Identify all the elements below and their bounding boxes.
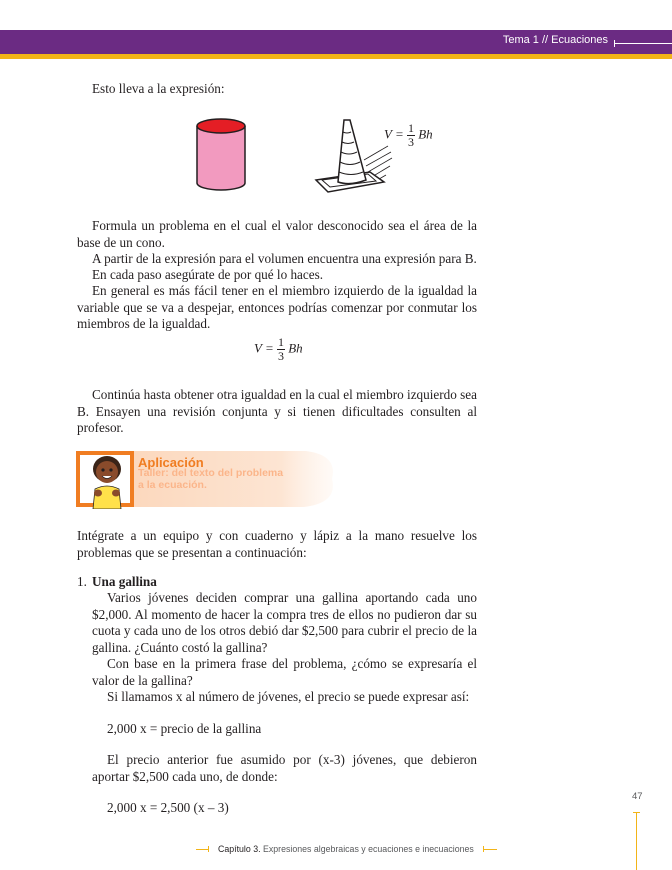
formula-rhs: Bh — [418, 126, 433, 142]
aplicacion-subtitle-line-1: Taller: del texto del problema — [138, 467, 284, 479]
equation-2: 2,000 x = 2,500 (x – 3) — [107, 800, 229, 815]
equation-1: 2,000 x = precio de la gallina — [107, 721, 262, 736]
problem-text-3: Si llamamos x al número de jóvenes, el precio se puede expresar así: — [107, 689, 470, 704]
header-line — [614, 43, 672, 44]
side-rule — [636, 812, 637, 870]
aplicacion-subtitle-line-2: a la ecuación. — [138, 478, 207, 491]
footer-line-left — [196, 849, 209, 850]
paragraph-2: A partir de la expresión para el volumen encuentra una expresión para B. — [92, 251, 477, 266]
problem-title: Una gallina — [92, 574, 157, 589]
cone-illustration — [312, 116, 394, 196]
formula-lhs: V = — [384, 126, 404, 142]
fraction-numerator: 1 — [407, 121, 414, 135]
fraction-numerator: 1 — [277, 335, 284, 349]
paragraph-1: Formula un problema en el cual el valor desconocido sea el área de la base de un cono. — [77, 218, 477, 250]
problem-text-4: El precio anterior fue asumido por (x-3) jóvenes, que debieron aportar $2,500 cada uno, de donde: — [92, 752, 477, 784]
fraction-denominator: 3 — [277, 349, 284, 363]
volume-formula-middle — [254, 336, 303, 363]
formula-lhs: V = — [254, 340, 274, 356]
paragraph-5: Continúa hasta obtener otra igualdad en la cual el miembro izquierdo sea B. Ensayen una revisión conjunta y si tienen dificultades consulten al profesor. — [77, 387, 477, 435]
aplicacion-title: Aplicación — [138, 455, 204, 470]
volume-formula-top — [384, 122, 433, 149]
header-accent-stripe — [0, 54, 672, 59]
problem-text-1: Varios jóvenes deciden comprar una gallina aportando cada uno $2,000. Al momento de hacer la compra tres de ellos no pudieron dar su cuota y cada uno de los otros debió dar $2,500 para cubrir el precio de la gallina. ¿Cuánto costó la gallina? — [92, 590, 477, 655]
fraction — [407, 122, 415, 149]
paragraph-6: Intégrate a un equipo y con cuaderno y lápiz a la mano resuelve los problemas que se presentan a continuación: — [77, 528, 477, 560]
header-topic: Tema 1 // Ecuaciones — [502, 34, 608, 46]
fraction — [277, 336, 285, 363]
paragraph-3: En cada paso asegúrate de por qué lo haces. — [92, 267, 324, 282]
footer-line-right — [483, 849, 497, 850]
fraction-denominator: 3 — [407, 135, 414, 149]
intro-text: Esto lleva a la expresión: — [92, 81, 225, 96]
cylinder-illustration — [194, 117, 248, 193]
student-icon — [84, 451, 130, 509]
formula-rhs: Bh — [288, 340, 303, 356]
footer-title: Expresiones algebraicas y ecuaciones e inecuaciones — [263, 844, 474, 854]
paragraph-4: En general es más fácil tener en el miembro izquierdo de la igualdad la variable que se va a despejar, entonces podrías comenzar por conmutar los miembros de la igualdad. — [77, 283, 477, 331]
problem-text-2: Con base en la primera frase del problema, ¿cómo se expresaría el valor de la gallina? — [92, 656, 477, 688]
page-number: 47 — [632, 791, 643, 802]
footer — [218, 844, 474, 854]
aplicacion-subtitle — [138, 468, 308, 491]
problem-number: 1. — [77, 574, 87, 589]
footer-chapter: Capítulo 3. — [218, 844, 261, 854]
